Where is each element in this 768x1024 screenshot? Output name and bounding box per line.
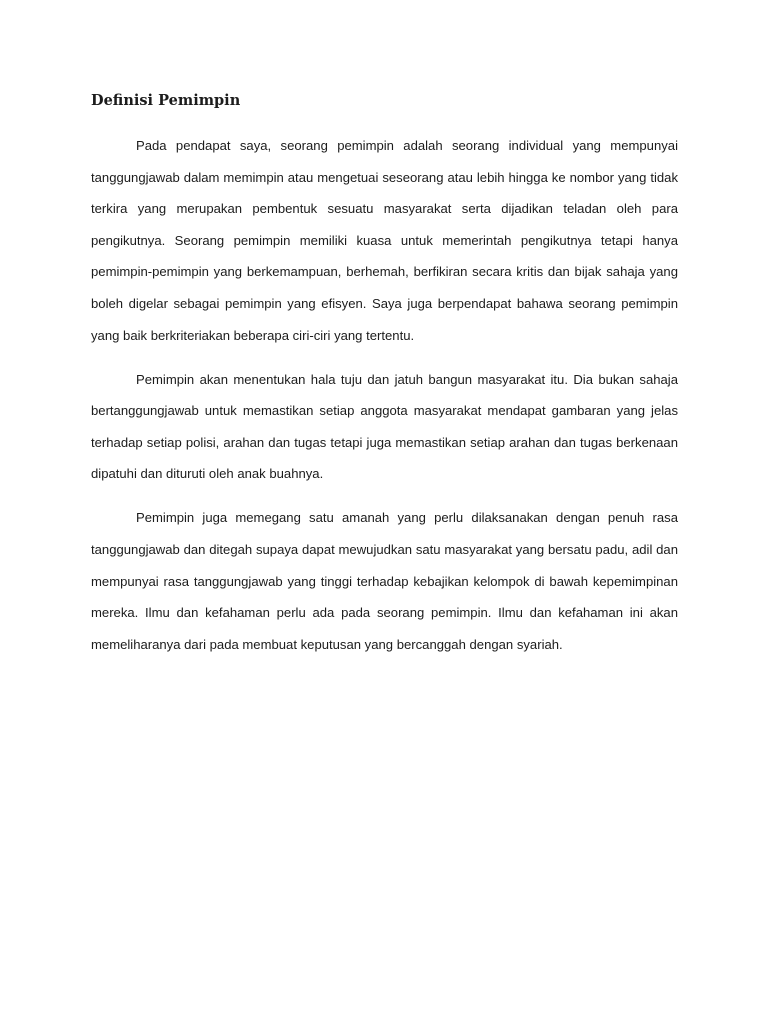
paragraph-3: Pemimpin juga memegang satu amanah yang perlu dilaksanakan dengan penuh rasa tanggungjawab dan ditegah supaya dapat mewujudkan satu masyarakat yang bersatu padu, adil dan mempunyai rasa tanggungjawab yang tinggi terhadap kebajikan kelompok di bawah kepemimpinan mereka. Ilmu dan kefahaman perlu ada pada seorang pemimpin. Ilmu dan kefahaman ini akan memeliharanya dari pada membuat keputusan yang bercanggah dengan syariah. (91, 510, 678, 652)
paragraph-1: Pada pendapat saya, seorang pemimpin adalah seorang individual yang mempunyai tanggungjawab dalam memimpin atau mengetuai seseorang atau lebih hingga ke nombor yang tidak terkira yang merupakan pembentuk sesuatu masyarakat serta dijadikan teladan oleh para pengikutnya. Seorang pemimpin memiliki kuasa untuk memerintah pengikutnya tetapi hanya pemimpin-pemimpin yang berkemampuan, berhemah, berfikiran secara kritis dan bijak sahaja yang boleh digelar sebagai pemimpin yang efisyen. Saya juga berpendapat bahawa seorang pemimpin yang baik berkriteriakan beberapa ciri-ciri yang tertentu. (91, 138, 678, 343)
paragraph-2: Pemimpin akan menentukan hala tuju dan jatuh bangun masyarakat itu. Dia bukan sahaja bertanggungjawab untuk memastikan setiap anggota masyarakat mendapat gambaran yang jelas terhadap setiap polisi, arahan dan tugas tetapi juga memastikan setiap arahan dan tugas berkenaan dipatuhi dan dituruti oleh anak buahnya. (91, 371, 678, 482)
document-title: Definisi Pemimpin (91, 92, 241, 109)
